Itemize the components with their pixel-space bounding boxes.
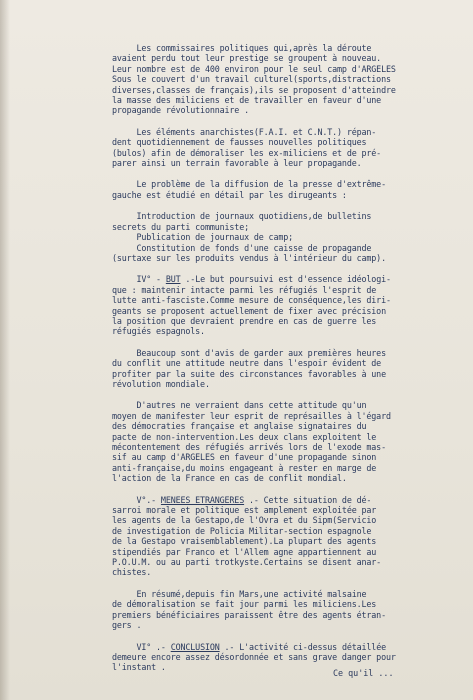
section-conclusion-text: .- L'activité ci-dessus détaillée demeure encore assez désordonnée et sans grave danger pour l'instant . <box>112 641 396 673</box>
paragraph-resume: En résumé,depuis fin Mars,une activité malsaine de démoralisation se fait jour parmi les miliciens.Les premiers bénéficiaires paraissent être des agents étran- gers . <box>112 588 386 631</box>
paragraph-anarchistes: Les éléments anarchistes(F.A.I. et C.N.T.) répan- dent quotidiennement de fausses nouvelles politiques (bulos) afin de démoraliser les ex-miliciens et de pré- parer ainsi un terrain favorable à leur propagande. <box>112 126 382 169</box>
section-menees-title: MENEES ETRANGERES <box>160 494 245 505</box>
section-conclusion-title: CONCLUSION <box>170 641 220 652</box>
paragraph-mesures: Introduction de journaux quotidiens,de bulletins secrets du parti communiste; Publication de journaux de camp; Constitution de fonds d'une caisse de propagande (surtaxe sur les produits vendus à l'intérieur du camp). <box>112 211 386 263</box>
section-conclusion <box>112 642 452 673</box>
section-but <box>112 274 452 336</box>
section-but-number: IV° - <box>112 274 166 285</box>
page-edge-shadow <box>0 0 10 700</box>
section-menees-text: .- Cette situation de dé- sarroi morale et politique est amplement exploitée par les agents de la Gestapo,de l'Ovra et du Sipm(Servicio de investigation de Policia Militar-section espagnole de la Gestapo vraisemblablement).La plupart des agents stipendiés par Franco et l'Allem agne appartiennent au P.O.U.M. ou au parti trotkyste.Certains se disent anar- chistes. <box>112 494 382 578</box>
document-body <box>112 43 452 673</box>
paragraph-neutralite: Beaucoup sont d'avis de garder aux premières heures du conflit une attitude neutre dans l'espoir évident de profiter par la suite des circonstances favorables à une révolution mondiale. <box>112 347 386 389</box>
continuation-marker: Ce qu'il ... <box>333 668 394 678</box>
paragraph-represailles: D'autres ne verraient dans cette attitude qu'un moyen de manifester leur esprit de représailles à l'égard des démocraties française et anglaise signataires du pacte de non-intervention.Les deux clans exploitent le mécontentement des réfugiés arrivés lors de l'exode mas- sif au camp d'ARGELES en faveur d'une propagande sinon anti-française,du moins engageant à rester en marge de l'action de la France en cas de conflit mondial. <box>112 400 391 484</box>
section-but-title: BUT <box>165 274 181 285</box>
section-menees-number: V°.- <box>112 494 161 505</box>
section-but-text: .-Le but poursuivi est d'essence idéologi- que : maintenir intacte parmi les réfugiés l'esprit de lutte anti-fasciste.Comme mesure de conséquence,les diri- geants se proposent actuellement de fixer avec précision la position que devraient prendre en cas de guerre les réfugiés espagnols. <box>112 274 391 337</box>
section-menees <box>112 495 452 578</box>
paragraph-commissaires: Les commissaires politiques qui,après la déroute avaient perdu tout leur prestige se groupent à nouveau. Leur nombre est de 400 environ pour le seul camp d'ARGELES Sous le couvert d'un travail culturel(sports,distractions diverses,classes de français),ils se proposent d'atteindre la masse des miliciens et de travailler en faveur d'une propagande révolutionnaire . <box>112 43 396 116</box>
paragraph-presse: Le problème de la diffusion de la presse d'extrême- gauche est étudié en détail par les dirugeants : <box>112 179 386 200</box>
section-conclusion-number: VI° .- <box>112 641 171 652</box>
